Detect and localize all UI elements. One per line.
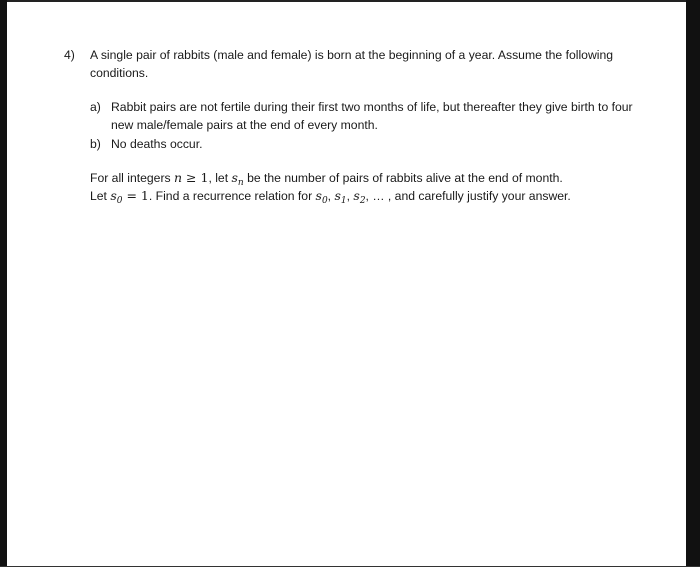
seq-2-sub: 2 <box>359 196 366 206</box>
s0-sub: 0 <box>116 196 123 206</box>
seq-0-base: s <box>315 188 322 203</box>
left-screen-border <box>0 0 7 567</box>
question-intro-row <box>64 46 654 82</box>
question-task <box>90 169 654 205</box>
task-line-1 <box>90 169 654 187</box>
var-s: s <box>231 170 238 185</box>
seq-1-sub: 1 <box>340 196 347 206</box>
geq-one: ≥ 1 <box>182 170 209 185</box>
s0-base: s <box>110 188 117 203</box>
sub-n: n <box>237 178 244 188</box>
seq-1-base: s <box>334 188 341 203</box>
condition-a-text: Rabbit pairs are not fertile during their first two months of life, but thereafter they give birth to four new male/female pairs at the end of every month. <box>111 100 633 132</box>
seq-term-0 <box>315 188 328 206</box>
question-4 <box>64 46 654 205</box>
seq-term-2 <box>353 188 366 206</box>
seq-ellipsis: … <box>372 189 388 203</box>
var-s-n <box>231 170 244 188</box>
question-number: 4) <box>64 48 75 62</box>
line2-part1: Let <box>90 189 111 203</box>
condition-b-marker: b) <box>90 137 101 151</box>
seq-2-base: s <box>353 188 360 203</box>
condition-a <box>90 98 654 134</box>
line1-part2: , let <box>208 171 232 185</box>
conditions-list <box>90 98 654 153</box>
line2-part3: , and carefully justify your answer. <box>387 189 571 203</box>
seq-sep-1: , <box>327 189 335 203</box>
seq-sep-2: , <box>346 189 354 203</box>
seq-0-sub: 0 <box>321 196 328 206</box>
task-line-2 <box>90 187 654 205</box>
line2-part2: . Find a recurrence relation for <box>148 189 316 203</box>
line1-part3: be the number of pairs of rabbits alive at the end of month. <box>243 171 563 185</box>
seq-term-1 <box>334 188 347 206</box>
equals-one: = 1 <box>122 188 149 203</box>
seq-sep-3: , <box>365 189 373 203</box>
condition-a-marker: a) <box>90 100 101 114</box>
var-s0 <box>110 188 123 206</box>
question-intro: A single pair of rabbits (male and female) is born at the beginning of a year. Assume the following conditions. <box>90 48 614 80</box>
right-screen-border <box>686 0 700 567</box>
line1-part1: For all integers <box>90 171 174 185</box>
condition-b <box>90 135 654 153</box>
var-n: n <box>174 170 183 185</box>
top-edge-line <box>0 0 700 2</box>
condition-b-text: No deaths occur. <box>111 137 203 151</box>
